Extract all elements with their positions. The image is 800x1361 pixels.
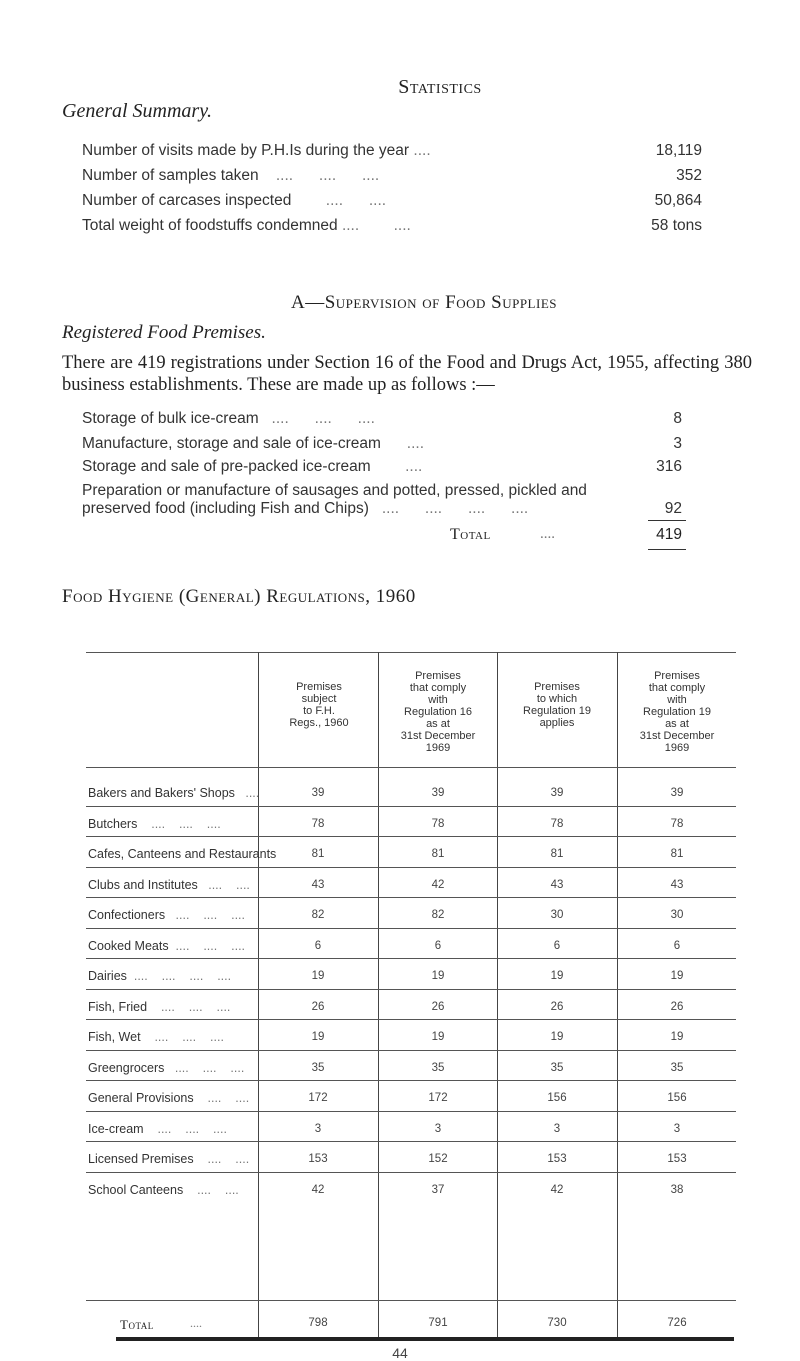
row-rule <box>86 1019 736 1020</box>
row-label <box>88 908 245 922</box>
table-cell: 81 <box>311 848 325 860</box>
table-cell: 153 <box>308 1153 328 1165</box>
premises-row <box>82 458 682 476</box>
column-header: Premises subject to F.H. Regs., 1960 <box>289 681 349 729</box>
summary-label: Number of visits made by P.H.Is during the year <box>82 142 410 159</box>
general-summary-heading: General Summary. <box>62 100 212 122</box>
table-cell: 153 <box>547 1153 567 1165</box>
dot-leader: .... <box>540 526 555 542</box>
table-cell: 19 <box>311 1031 325 1043</box>
dot-leader: .... .... .... <box>140 1030 224 1044</box>
table-cell: 35 <box>550 1062 564 1074</box>
premises-value: 92 <box>664 500 682 517</box>
row-rule <box>86 1080 736 1081</box>
table-cell: 78 <box>550 818 564 830</box>
table-cell: 156 <box>667 1092 687 1104</box>
row-label-text: Ice-cream <box>88 1122 144 1136</box>
row-rule <box>86 989 736 990</box>
table-cell: 37 <box>431 1184 445 1196</box>
intro-paragraph: There are 419 registrations under Section 16 of the Food and Drugs Act, 1955, affecting 380 business establishments. These are made up as follows :— <box>62 353 752 395</box>
dot-leader: .... <box>380 435 425 452</box>
table-cell: 6 <box>673 940 681 952</box>
premises-label: Storage and sale of pre-packed ice-cream <box>82 458 371 475</box>
table-cell: 42 <box>431 879 445 891</box>
table-cell: 39 <box>670 787 684 799</box>
row-label <box>88 939 245 953</box>
row-label <box>88 817 221 831</box>
dot-leader: .... <box>370 458 423 475</box>
column-divider <box>497 652 498 1338</box>
dot-leader: .... .... .... <box>258 167 380 184</box>
table-cell: 26 <box>311 1001 325 1013</box>
row-rule <box>86 1050 736 1051</box>
row-rule <box>86 1172 736 1173</box>
summary-label: Total weight of foodstuffs condemned <box>82 217 338 234</box>
table-cell: 42 <box>550 1184 564 1196</box>
table-cell: 172 <box>428 1092 448 1104</box>
table-cell: 19 <box>550 1031 564 1043</box>
dot-leader: .... .... .... <box>137 817 221 831</box>
premises-label: Storage of bulk ice-cream <box>82 410 259 427</box>
table-cell: 3 <box>434 1123 442 1135</box>
dot-leader: .... .... .... <box>143 1122 227 1136</box>
total-cell: 791 <box>428 1317 448 1329</box>
table-cell: 42 <box>311 1184 325 1196</box>
row-rule <box>86 1111 736 1112</box>
table-cell: 30 <box>550 909 564 921</box>
table-cell: 82 <box>431 909 445 921</box>
header-rule <box>86 767 736 768</box>
row-label <box>88 969 231 983</box>
dot-leader: .... .... .... <box>164 1061 245 1075</box>
row-rule <box>86 806 736 807</box>
table-cell: 3 <box>553 1123 561 1135</box>
table-cell: 19 <box>431 1031 445 1043</box>
row-label-text: Licensed Premises <box>88 1152 194 1166</box>
table-cell: 43 <box>311 879 325 891</box>
premises-total-label: Total <box>450 526 491 543</box>
total-rule <box>86 1300 736 1301</box>
row-label-text: Bakers and Bakers' Shops <box>88 786 235 800</box>
table-cell: 26 <box>550 1001 564 1013</box>
table-cell: 6 <box>314 940 322 952</box>
table-cell: 35 <box>431 1062 445 1074</box>
table-cell: 19 <box>431 970 445 982</box>
table-cell: 35 <box>311 1062 325 1074</box>
dot-leader: .... .... .... .... <box>368 500 529 517</box>
dot-leader: .... .... <box>291 192 387 209</box>
summary-value: 58 tons <box>651 217 702 234</box>
column-header: Premises that comply with Regulation 19 as at 31st December 1969 <box>639 670 715 754</box>
table-cell: 19 <box>670 970 684 982</box>
table-cell: 30 <box>670 909 684 921</box>
total-cell: 730 <box>547 1317 567 1329</box>
dot-leader: .... <box>234 786 260 800</box>
column-header: Premises that comply with Regulation 16 as at 31st December 1969 <box>400 670 476 754</box>
row-label-text: Confectioners <box>88 908 166 922</box>
summary-value: 18,119 <box>655 142 702 159</box>
table-cell: 43 <box>670 879 684 891</box>
row-label-text: Greengrocers <box>88 1061 165 1075</box>
dot-leader: .... .... .... <box>258 410 375 427</box>
row-label-text: Butchers <box>88 817 138 831</box>
row-label-text: Dairies <box>88 969 127 983</box>
row-label-text: Fish, Wet <box>88 1030 141 1044</box>
table-total-label: Total <box>120 1317 154 1332</box>
table-cell: 19 <box>311 970 325 982</box>
dot-leader: .... .... <box>183 1183 239 1197</box>
table-cell: 78 <box>311 818 325 830</box>
row-label-text: Fish, Fried <box>88 1000 148 1014</box>
premises-label: Manufacture, storage and sale of ice-cream <box>82 435 381 452</box>
summary-value: 352 <box>676 167 702 184</box>
premises-label: Preparation or manufacture of sausages and potted, pressed, pickled and preserved food (including Fish and Chips) <box>82 482 587 517</box>
row-label <box>88 1122 227 1136</box>
row-rule <box>86 836 736 837</box>
column-divider <box>617 652 618 1338</box>
page-number: 44 <box>392 1345 408 1361</box>
table-cell: 39 <box>311 787 325 799</box>
table-cell: 81 <box>550 848 564 860</box>
row-label <box>88 1091 249 1105</box>
table-cell: 3 <box>673 1123 681 1135</box>
table-cell: 19 <box>550 970 564 982</box>
page-heading: Statistics <box>398 76 482 98</box>
dot-leader: .... .... .... <box>147 1000 231 1014</box>
table-cell: 19 <box>670 1031 684 1043</box>
row-label-text: Cooked Meats <box>88 939 169 953</box>
column-divider <box>258 652 259 1338</box>
row-rule <box>86 1141 736 1142</box>
total-rule-top <box>648 520 686 521</box>
table-cell: 78 <box>431 818 445 830</box>
table-cell: 43 <box>550 879 564 891</box>
premises-row <box>82 410 682 428</box>
table-cell: 152 <box>428 1153 448 1165</box>
premises-row <box>82 482 682 518</box>
row-label <box>88 1152 249 1166</box>
table-cell: 39 <box>550 787 564 799</box>
dot-leader: .... .... .... .... <box>126 969 232 983</box>
row-rule <box>86 928 736 929</box>
row-label-text: Cafes, Canteens and Restaurants <box>88 847 277 861</box>
table-top-rule <box>86 652 736 653</box>
row-label-text: General Provisions <box>88 1091 194 1105</box>
total-rule-bottom <box>648 549 686 550</box>
registered-premises-heading: Registered Food Premises. <box>62 322 266 343</box>
column-divider <box>378 652 379 1338</box>
row-label <box>88 878 250 892</box>
food-hygiene-title: Food Hygiene (General) Regulations, 1960 <box>62 586 416 607</box>
table-cell: 156 <box>547 1092 567 1104</box>
table-cell: 39 <box>431 787 445 799</box>
table-cell: 26 <box>431 1001 445 1013</box>
summary-label: Number of carcases inspected <box>82 192 292 209</box>
table-cell: 81 <box>431 848 445 860</box>
row-rule <box>86 958 736 959</box>
dot-leader: .... <box>409 142 431 159</box>
section-a-heading: A—Supervision of Food Supplies <box>291 292 557 313</box>
dot-leader: .... .... <box>337 217 411 234</box>
total-cell: 798 <box>308 1317 328 1329</box>
row-label <box>88 1183 239 1197</box>
dot-leader: .... <box>190 1316 202 1330</box>
table-cell: 153 <box>667 1153 687 1165</box>
table-cell: 3 <box>314 1123 322 1135</box>
table-cell: 38 <box>670 1184 684 1196</box>
table-cell: 172 <box>308 1092 328 1104</box>
dot-leader: .... .... <box>197 878 250 892</box>
dot-leader: .... .... <box>193 1152 250 1166</box>
premises-value: 8 <box>673 410 682 427</box>
row-label <box>88 1000 230 1014</box>
row-label <box>88 847 276 861</box>
table-bottom-rule <box>116 1337 734 1341</box>
table-cell: 6 <box>434 940 442 952</box>
row-label-text: Clubs and Institutes <box>88 878 198 892</box>
dot-leader: .... .... <box>193 1091 250 1105</box>
dot-leader: .... .... .... <box>168 939 246 953</box>
row-label-text: School Canteens <box>88 1183 184 1197</box>
premises-value: 316 <box>656 458 682 475</box>
row-rule <box>86 897 736 898</box>
row-label <box>88 1030 224 1044</box>
summary-label: Number of samples taken <box>82 167 259 184</box>
table-cell: 82 <box>311 909 325 921</box>
row-label <box>88 1061 244 1075</box>
summary-value: 50,864 <box>654 192 702 209</box>
total-cell: 726 <box>667 1317 687 1329</box>
table-cell: 81 <box>670 848 684 860</box>
dot-leader: .... .... .... <box>165 908 246 922</box>
row-rule <box>86 867 736 868</box>
premises-total-value: 419 <box>656 526 682 543</box>
premises-value: 3 <box>673 435 682 452</box>
column-header: Premises to which Regulation 19 applies <box>523 681 591 729</box>
table-cell: 35 <box>670 1062 684 1074</box>
table-cell: 78 <box>670 818 684 830</box>
premises-row <box>82 435 682 453</box>
table-cell: 6 <box>553 940 561 952</box>
row-label <box>88 786 259 800</box>
table-cell: 26 <box>670 1001 684 1013</box>
